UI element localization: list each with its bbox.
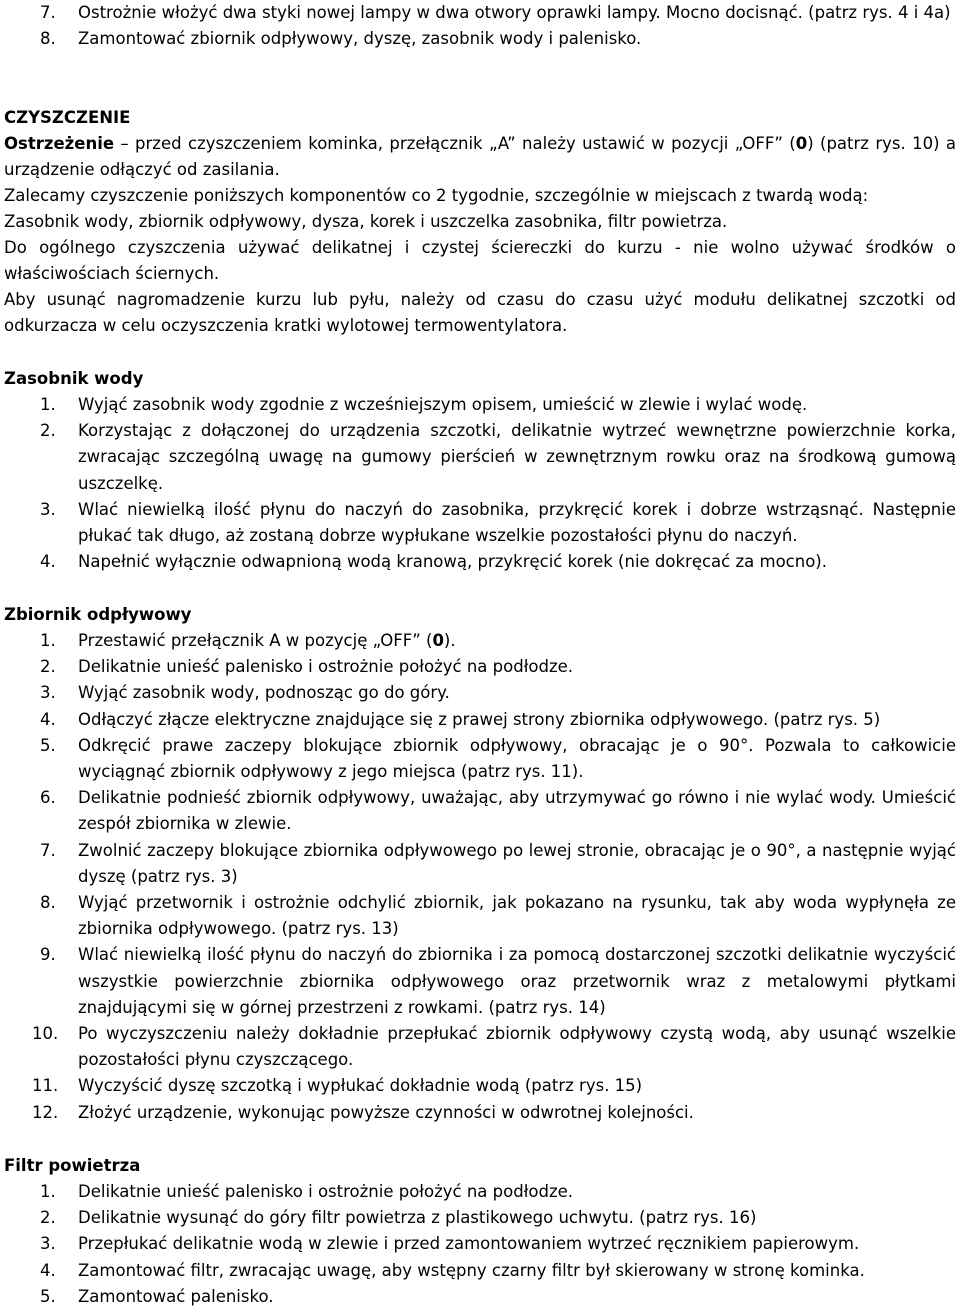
list-item [4, 1231, 956, 1257]
list-item-number: 1. [40, 395, 56, 414]
switch-off-value: 0 [432, 631, 444, 650]
cleaning-paragraph-4: Aby usunąć nagromadzenie kurzu lub pyłu, należy od czasu do czasu użyć modułu delikatnej szczotki od odkurzacza w celu oczyszczenia kratki wylotowej termowentylatora. [4, 290, 956, 336]
list-item [4, 392, 956, 418]
list-item-text: Napełnić wyłącznie odwapnioną wodą kranową, przykręcić korek (nie dokręcać za mocno). [78, 552, 827, 572]
list-item-text: Delikatnie unieść palenisko i ostrożnie położyć na podłodze. [78, 1182, 574, 1201]
list-item-text: Przestawić przełącznik A w pozycję „OFF” ( [78, 631, 433, 650]
list-item [4, 1284, 956, 1310]
list-item-number: 7. [40, 840, 56, 860]
list-item-number: 6. [40, 788, 56, 808]
list-item-number: 3. [40, 683, 56, 703]
list-item [4, 0, 956, 26]
list-item-text: Ostrożnie włożyć dwa styki nowej lampy w dwa otwory oprawki lampy. Mocno docisnąć. (patrz rys. 4 i 4a) [78, 3, 951, 22]
section-title-air-filter: Filtr powietrza [4, 1156, 141, 1175]
list-item-number: 4. [40, 709, 56, 729]
list-item-text: Wyczyścić dyszę szczotką i wypłukać dokładnie wodą (patrz rys. 15) [78, 1076, 643, 1096]
list-item-text: Złożyć urządzenie, wykonując powyższe czynności w odwrotnej kolejności. [78, 1102, 694, 1122]
warning-paragraph [4, 131, 956, 183]
list-item-text-end: ). [443, 631, 456, 650]
cleaning-paragraph-3: Do ogólnego czyszczenia używać delikatnej i czystej ściereczki do kurzu - nie wolno używać środków o właściwościach ściernych. [4, 238, 956, 284]
list-item-number: 7. [40, 3, 56, 22]
list-item [4, 733, 956, 785]
list-item-number: 3. [40, 1234, 56, 1254]
list-item [4, 680, 956, 706]
list-item-text: Delikatnie unieść palenisko i ostrożnie położyć na podłodze. [78, 657, 574, 677]
list-item-number: 2. [40, 1208, 56, 1228]
section-title-water-tank: Zasobnik wody [4, 369, 144, 388]
list-item [4, 707, 956, 733]
section-title-drain-tank: Zbiornik odpływowy [4, 605, 192, 624]
list-item-text: Wyjąć przetwornik i ostrożnie odchylić zbiornik, jak pokazano na rysunku, tak aby woda wypłynęła ze zbiornika odpływowego. (patrz rys. 13) [78, 893, 956, 939]
list-item [4, 1021, 956, 1073]
list-item [4, 785, 956, 837]
list-item-number: 5. [40, 735, 56, 755]
warning-text: – przed czyszczeniem kominka, przełącznik „A” należy ustawić w pozycji „OFF” ( [114, 134, 796, 153]
list-item-number: 4. [40, 1260, 56, 1280]
list-item-text: Po wyczyszczeniu należy dokładnie przepłukać zbiornik odpływowy czystą wodą, aby usunąć wszelkie pozostałości płynu czyszczącego. [78, 1024, 956, 1070]
list-item [4, 1100, 956, 1126]
list-item-number: 11. [32, 1076, 59, 1096]
air-filter-list [4, 1179, 956, 1310]
cleaning-paragraph-1: Zalecamy czyszczenie poniższych komponentów co 2 tygodnie, szczególnie w miejscach z twardą wodą: [4, 186, 869, 205]
list-item-number: 1. [40, 1182, 56, 1201]
list-item-text: Wyjąć zasobnik wody zgodnie z wcześniejszym opisem, umieścić w zlewie i wylać wodę. [78, 395, 808, 414]
top-list [4, 0, 956, 52]
list-item [4, 549, 956, 575]
warning-label: Ostrzeżenie [4, 134, 115, 153]
list-item [4, 628, 956, 654]
list-item-number: 1. [40, 631, 56, 650]
list-item-text: Odłączyć złącze elektryczne znajdujące się z prawej strony zbiornika odpływowego. (patrz rys. 5) [78, 709, 881, 729]
list-item [4, 1205, 956, 1231]
list-item-text: Korzystając z dołączonej do urządzenia szczotki, delikatnie wytrzeć wewnętrzne powierzchnie korka, zwracając szczególną uwagę na gumowy pierścień w zewnętrznym rowku oraz na środkową gumową uszczelkę. [78, 421, 956, 493]
list-item-number: 10. [32, 1024, 59, 1044]
list-item [4, 1073, 956, 1099]
drain-tank-list [4, 628, 956, 1126]
list-item [4, 942, 956, 1021]
list-item [4, 838, 956, 890]
list-item [4, 890, 956, 942]
list-item-text: Zamontować filtr, zwracając uwagę, aby wstępny czarny filtr był skierowany w stronę kominka. [78, 1260, 865, 1280]
list-item-text: Wlać niewielką ilość płynu do naczyń do zbiornika i za pomocą dostarczonej szczotki delikatnie wyczyścić wszystkie powierzchnie zbiornika odpływowego oraz przetwornik wraz z metalowymi płytkami znajdującymi się w górnej przestrzeni z rowkami. (patrz rys. 14) [78, 945, 956, 1017]
warning-off-value: 0 [795, 134, 808, 153]
warning-text-end: ) (patrz rys. 10) a urządzenie odłączyć od zasilania. [4, 134, 956, 180]
list-item-text: Przepłukać delikatnie wodą w zlewie i przed zamontowaniem wytrzeć ręcznikiem papierowym. [78, 1234, 860, 1254]
list-item [4, 497, 956, 549]
list-item-text: Wyjąć zasobnik wody, podnosząc go do góry. [78, 683, 450, 703]
section-title-cleaning: CZYSZCZENIE [4, 108, 131, 127]
list-item-text: Odkręcić prawe zaczepy blokujące zbiornik odpływowy, obracając je o 90°. Pozwala to całkowicie wyciągnąć zbiornik odpływowy z jego miejsca (patrz rys. 11). [78, 735, 956, 782]
list-item-number: 2. [40, 657, 56, 677]
list-item-text: Zwolnić zaczepy blokujące zbiornika odpływowego po lewej stronie, obracając je o 90°, a następnie wyjąć dyszę (patrz rys. 3) [78, 840, 956, 886]
list-item [4, 1179, 956, 1205]
list-item-text: Zamontować palenisko. [78, 1286, 274, 1306]
list-item-number: 9. [40, 945, 56, 965]
list-item-number: 2. [40, 421, 56, 441]
list-item-number: 3. [40, 499, 56, 519]
list-item-text: Delikatnie wysunąć do góry filtr powietrza z plastikowego uchwytu. (patrz rys. 16) [78, 1208, 757, 1228]
list-item-number: 4. [40, 552, 56, 572]
list-item-number: 8. [40, 29, 56, 49]
list-item-number: 5. [40, 1286, 56, 1306]
list-item-number: 8. [40, 893, 56, 913]
list-item-text: Delikatnie podnieść zbiornik odpływowy, uważając, aby utrzymywać go równo i nie wylać wody. Umieścić zespół zbiornika w zlewie. [78, 788, 956, 834]
list-item-number: 12. [32, 1102, 59, 1122]
water-tank-list [4, 392, 956, 575]
list-item [4, 418, 956, 497]
list-item-text: Wlać niewielką ilość płynu do naczyń do zasobnika, przykręcić korek i dobrze wstrząsnąć. Następnie płukać tak długo, aż zostaną dobrze wypłukane wszelkie pozostałości płynu do naczyń. [78, 499, 956, 546]
list-item [4, 1258, 956, 1284]
list-item [4, 654, 956, 680]
list-item-text: Zamontować zbiornik odpływowy, dyszę, zasobnik wody i palenisko. [78, 29, 642, 49]
cleaning-paragraph-2: Zasobnik wody, zbiornik odpływowy, dysza, korek i uszczelka zasobnika, filtr powietrza. [4, 212, 728, 231]
list-item [4, 26, 956, 52]
